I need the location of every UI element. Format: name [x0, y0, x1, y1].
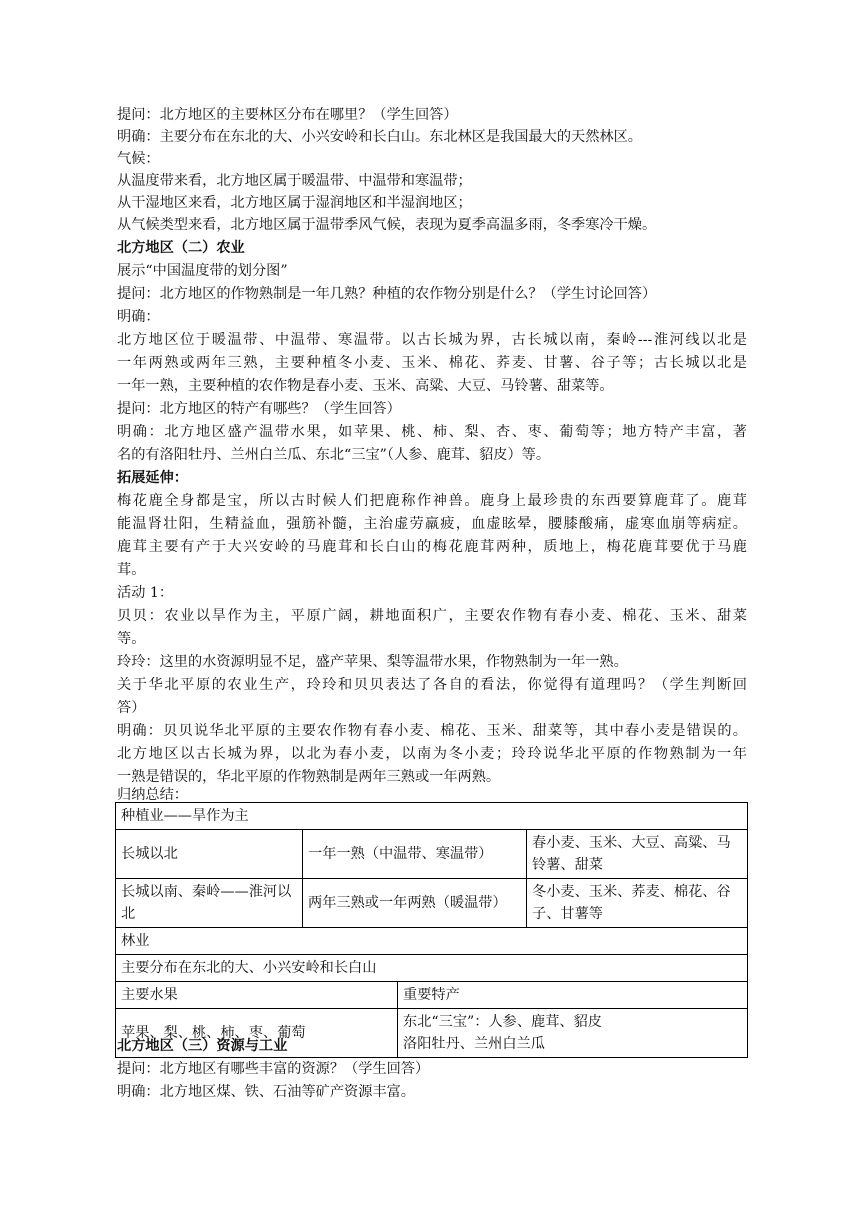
- answer-specialties-2: 名的有洛阳牡丹、兰州白兰瓜、东北“三宝”（人参、鹿茸、貂皮）等。: [117, 447, 551, 463]
- paragraph-deer-1: 梅花鹿全身都是宝，所以古时候人们把鹿称作神兽。鹿身上最珍贵的东西要算鹿茸了。鹿茸: [117, 493, 747, 509]
- table-row: [116, 928, 748, 955]
- answer-judge-3: 一熟是错误的，华北平原的作物熟制是两年三熟或一年两熟。: [117, 769, 501, 785]
- paragraph-crops-1: 北方地区位于暖温带、中温带、寒温带。以古长城为界，古长城以南，秦岭---淮河线以北是: [117, 332, 747, 348]
- paragraph-deer-4: 茸。: [117, 562, 146, 578]
- table-cell-forestry: 林业: [116, 928, 748, 955]
- section-resources-heading: 北方地区（三）资源与工业: [117, 1038, 288, 1054]
- paragraph-deer-3: 鹿茸主要有产于大兴安岭的马鹿茸和长白山的梅花鹿茸两种，质地上，梅花鹿茸要优于马鹿: [117, 539, 747, 555]
- question-specialties: 提问：北方地区的特产有哪些？（学生回答）: [117, 401, 401, 417]
- table-cell-fruits-header: 主要水果: [121, 987, 178, 1003]
- table-cell-planting: 种植业——旱作为主: [116, 803, 748, 830]
- lingling-statement: 玲玲：这里的水资源明显不足，盛产苹果、梨等温带水果，作物熟制为一年一熟。: [117, 654, 628, 670]
- table-cell-winter-crops: 冬小麦、玉米、荞麦、棉花、谷子、甘薯等: [527, 879, 748, 928]
- table-row: [116, 830, 748, 879]
- activity-heading: 活动 1：: [117, 585, 174, 601]
- table-row: [116, 803, 748, 830]
- answer-judge-1: 明确：贝贝说华北平原的主要农作物有春小麦、棉花、玉米、甜菜等，其中春小麦是错误的。: [117, 723, 747, 739]
- question-judge-2: 答）: [117, 700, 146, 716]
- climate-humidity: 从干湿地区来看，北方地区属于湿润地区和半湿润地区；: [117, 195, 472, 211]
- show-map-text: 展示“中国温度带的划分图”: [117, 263, 288, 279]
- paragraph-crops-2: 一年两熟或两年三熟，主要种植冬小麦、玉米、棉花、荞麦、甘薯、谷子等；古长城以北是: [117, 355, 747, 371]
- table-cell-one-crop: 一年一熟（中温带、寒温带）: [303, 830, 527, 879]
- table-row: [116, 982, 747, 1009]
- question-forest: 提问：北方地区的主要林区分布在哪里？（学生回答）: [117, 107, 458, 123]
- answer-forest: 明确：主要分布在东北的大、小兴安岭和长白山。东北林区是我国最大的天然林区。: [117, 129, 642, 145]
- climate-heading: 气候：: [117, 151, 160, 167]
- paragraph-crops-3: 一年一熟，主要种植的农作物是春小麦、玉米、高粱、大豆、马铃薯、甜菜等。: [117, 378, 614, 394]
- specialties-line-2: 洛阳牡丹、兰州白兰瓜: [403, 1036, 545, 1052]
- table-cell-forest-distribution: 主要分布在东北的大、小兴安岭和长白山: [116, 955, 748, 982]
- answer-specialties-1: 明确：北方地区盛产温带水果，如苹果、桃、柿、梨、杏、枣、葡萄等；地方特产丰富，著: [117, 424, 747, 440]
- beibei-statement-1: 贝贝：农业以旱作为主，平原广阔，耕地面积广，主要农作物有春小麦、棉花、玉米、甜菜: [117, 608, 747, 624]
- answer-judge-2: 北方地区以古长城为界，以北为春小麦，以南为冬小麦；玲玲说华北平原的作物熟制为一年: [117, 746, 747, 762]
- table-row: [116, 955, 748, 982]
- beibei-statement-2: 等。: [117, 631, 146, 647]
- question-cropping: 提问：北方地区的作物熟制是一年几熟？种植的农作物分别是什么？（学生讨论回答）: [117, 286, 657, 302]
- specialties-line-1: 东北“三宝”：人参、鹿茸、貂皮: [403, 1014, 602, 1030]
- table-cell-north-of-wall: 长城以北: [116, 830, 303, 879]
- extension-heading: 拓展延伸：: [117, 470, 188, 486]
- answer-label: 明确：: [117, 309, 160, 325]
- table-cell-specialties-header: 重要特产: [398, 982, 748, 1009]
- table-row: [116, 879, 748, 928]
- summary-label: 归纳总结：: [117, 787, 188, 803]
- table-cell-two-crops: 两年三熟或一年两熟（暖温带）: [303, 879, 527, 928]
- section-agriculture-heading: 北方地区（二）农业: [117, 240, 245, 256]
- climate-temperature: 从温度带来看，北方地区属于暖温带、中温带和寒温带；: [117, 173, 472, 189]
- paragraph-deer-2: 能温肾壮阳，生精益血，强筋补髓，主治虚劳羸疲，血虚眩晕，腰膝酸痛，虚寒血崩等病症。: [117, 516, 747, 532]
- question-resources: 提问：北方地区有哪些丰富的资源？（学生回答）: [117, 1061, 430, 1077]
- climate-type: 从气候类型来看，北方地区属于温带季风气候，表现为夏季高温多雨，冬季寒冷干燥。: [117, 217, 657, 233]
- table-cell-fruits: 苹果、梨、桃、柿、枣、葡萄: [116, 1009, 398, 1058]
- summary-table: [115, 802, 748, 1058]
- table-cell-spring-crops: 春小麦、玉米、大豆、高粱、马铃薯、甜菜: [527, 830, 748, 879]
- table-cell-south-of-wall: 长城以南、秦岭——淮河以北: [116, 879, 303, 928]
- answer-resources: 明确：北方地区煤、铁、石油等矿产资源丰富。: [117, 1084, 415, 1100]
- question-judge-1: 关于华北平原的农业生产，玲玲和贝贝表达了各自的看法，你觉得有道理吗？（学生判断回: [117, 677, 747, 693]
